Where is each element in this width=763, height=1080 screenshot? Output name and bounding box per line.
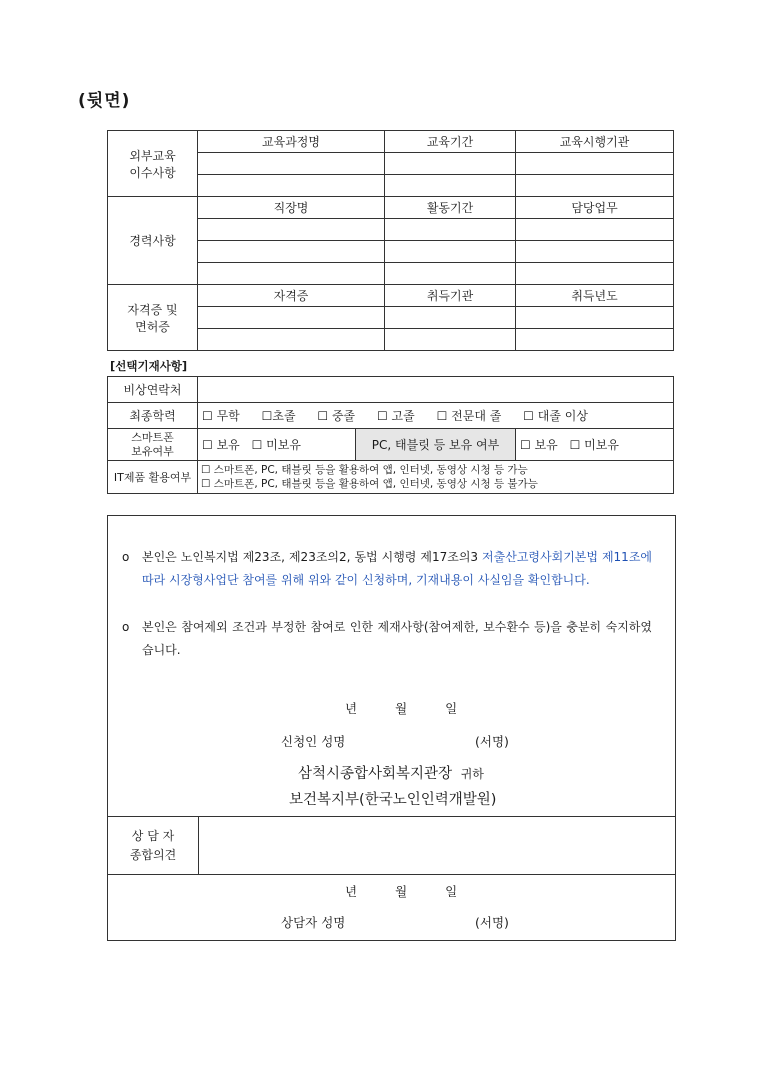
education-header-institution: 교육시행기관 <box>516 131 674 153</box>
divider <box>108 874 675 875</box>
smartphone-label: 스마트폰 보유여부 <box>108 429 198 461</box>
it-usage-options <box>198 461 674 494</box>
license-header-name: 자격증 <box>198 285 385 307</box>
it-option-incapable[interactable]: ☐ 스마트폰, PC, 태블릿 등을 활용하여 앱, 인터넷, 동영상 시청 등 불가능 <box>201 478 538 490</box>
career-cell[interactable] <box>516 263 674 285</box>
education-option-high[interactable]: ☐ 고졸 <box>376 409 415 423</box>
license-cell[interactable] <box>516 307 674 329</box>
career-cell[interactable] <box>198 241 385 263</box>
license-cell[interactable] <box>385 307 516 329</box>
counselor-signature[interactable]: (서명) <box>475 915 509 930</box>
history-table <box>107 130 674 351</box>
final-education-options <box>198 403 674 429</box>
education-cell[interactable] <box>198 153 385 175</box>
smartphone-option-own[interactable]: ☐ 보유 <box>202 438 240 452</box>
statement-2: o 본인은 참여제외 조건과 부정한 참여로 인한 제재사항(참여제한, 보수환수 등)을 충분히 숙지하였습니다. <box>122 616 652 662</box>
final-education-label: 최종학력 <box>108 403 198 429</box>
education-cell[interactable] <box>516 175 674 197</box>
applicant-signature[interactable]: (서명) <box>475 734 509 749</box>
statement-1: o 본인은 노인복지법 제23조, 제23조의2, 동법 시행령 제17조의3 저출산고령사회기본법 제11조에 따라 시장형사업단 참여를 위해 위와 같이 신청하며, 기재내용이 사실임을 확인합니다. <box>122 546 652 592</box>
page-title: (뒷면) <box>78 91 131 111</box>
license-cell[interactable] <box>198 307 385 329</box>
career-header-period: 활동기간 <box>385 197 516 219</box>
education-header-course: 교육과정명 <box>198 131 385 153</box>
optional-section-title: [선택기재사항] <box>110 359 188 373</box>
license-header-year: 취득년도 <box>516 285 674 307</box>
counselor-name-label: 상담자 성명 <box>281 915 346 930</box>
bullet-icon: o <box>122 550 130 564</box>
career-cell[interactable] <box>198 263 385 285</box>
recipient: 삼척시종합사회복지관장 귀하 <box>298 766 484 782</box>
education-option-college[interactable]: ☐ 전문대 졸 <box>436 409 502 423</box>
education-header-period: 교육기간 <box>385 131 516 153</box>
smartphone-option-none[interactable]: ☐ 미보유 <box>251 438 301 452</box>
license-label: 자격증 및 면허증 <box>108 285 198 351</box>
career-header-duty: 담당업무 <box>516 197 674 219</box>
career-cell[interactable] <box>385 219 516 241</box>
license-cell[interactable] <box>198 329 385 351</box>
career-cell[interactable] <box>385 241 516 263</box>
license-cell[interactable] <box>385 329 516 351</box>
education-cell[interactable] <box>198 175 385 197</box>
career-cell[interactable] <box>385 263 516 285</box>
emergency-contact-input[interactable] <box>198 377 674 403</box>
recipient-ministry: 보건복지부(한국노인인력개발원) <box>289 792 497 808</box>
career-label: 경력사항 <box>108 197 198 285</box>
education-cell[interactable] <box>385 175 516 197</box>
applicant-name-label: 신청인 성명 <box>281 734 346 749</box>
license-cell[interactable] <box>516 329 674 351</box>
smartphone-options <box>198 429 356 461</box>
career-header-workplace: 직장명 <box>198 197 385 219</box>
education-option-middle[interactable]: ☐ 중졸 <box>317 409 356 423</box>
education-option-none[interactable]: ☐ 무학 <box>202 409 240 423</box>
education-label: 외부교육 이수사항 <box>108 131 198 197</box>
it-option-capable[interactable]: ☐ 스마트폰, PC, 태블릿 등을 활용하여 앱, 인터넷, 동영상 시청 등 가능 <box>201 464 528 476</box>
career-cell[interactable] <box>516 241 674 263</box>
bullet-icon: o <box>122 620 130 634</box>
pc-option-none[interactable]: ☐ 미보유 <box>569 438 619 452</box>
career-cell[interactable] <box>198 219 385 241</box>
counselor-opinion-input[interactable] <box>199 817 674 874</box>
declaration-date: 년 월 일 <box>345 701 458 716</box>
it-usage-label: IT제품 활용여부 <box>108 461 198 494</box>
license-header-issuer: 취득기관 <box>385 285 516 307</box>
education-option-elementary[interactable]: ☐초졸 <box>261 409 296 423</box>
declaration-box <box>107 515 676 941</box>
pc-tablet-options <box>516 429 674 461</box>
optional-table <box>107 376 674 494</box>
career-cell[interactable] <box>516 219 674 241</box>
pc-option-own[interactable]: ☐ 보유 <box>520 438 558 452</box>
education-cell[interactable] <box>516 153 674 175</box>
counselor-label: 상 담 자 종합의견 <box>129 829 177 862</box>
pc-tablet-label: PC, 태블릿 등 보유 여부 <box>356 429 516 461</box>
education-cell[interactable] <box>385 153 516 175</box>
education-option-university[interactable]: ☐ 대졸 이상 <box>523 409 588 423</box>
counselor-date: 년 월 일 <box>345 884 458 899</box>
emergency-contact-label: 비상연락처 <box>108 377 198 403</box>
